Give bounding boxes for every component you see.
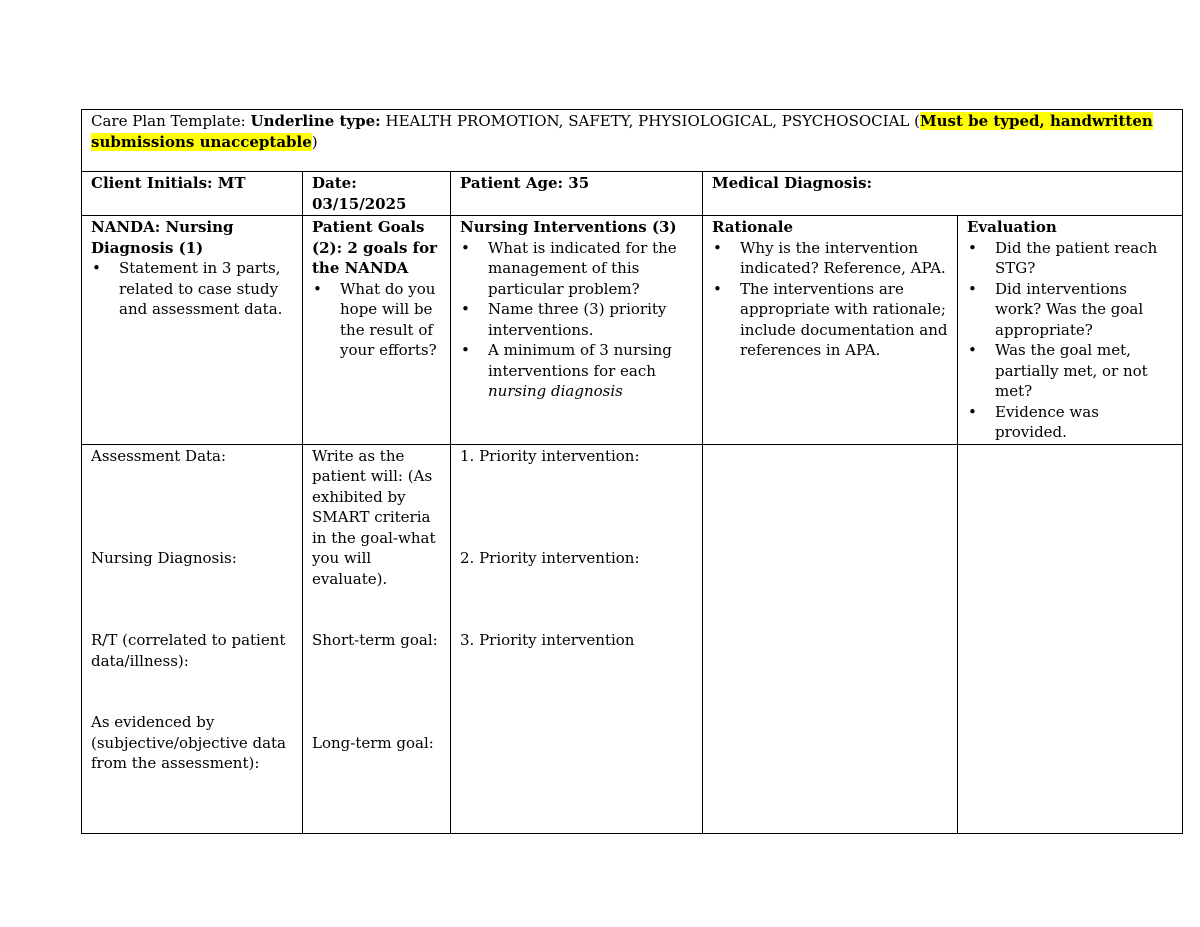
list-item: • Was the goal met, partially met, or not met? [967, 340, 1173, 402]
interventions-header [451, 216, 703, 445]
nanda-header [82, 216, 303, 445]
list-item: • What is indicated for the management of this particular problem? [460, 238, 693, 300]
list-item: • What do you hope will be the result of your efforts? [312, 279, 441, 361]
rationale-header [703, 216, 958, 445]
date-label: Date: [312, 174, 357, 192]
client-initials: Client Initials: MT [82, 172, 303, 216]
interventions-bullets [460, 238, 693, 402]
list-item: • Did interventions work? Was the goal appropriate? [967, 279, 1173, 341]
body-row [82, 444, 1183, 833]
list-item: • Why is the intervention indicated? Reference, APA. [712, 238, 948, 279]
rt-label: R/T (correlated to patient data/illness): [91, 631, 286, 670]
list-item: • Did the patient reach STG? [967, 238, 1173, 279]
header-cell [82, 110, 1183, 172]
rationale-cell [703, 444, 958, 833]
write-as-text: Write as the patient will: (As exhibited by SMART criteria in the goal-what you will evaluate). [312, 446, 436, 588]
patient-age: Patient Age: 35 [451, 172, 703, 216]
assessment-data-label: Assessment Data: [91, 446, 227, 465]
typed-warning: Must be typed, handwritten submissions unacceptable [91, 112, 1153, 151]
evidenced-by-label: As evidenced by (subjective/objective data from the assessment): [91, 713, 286, 772]
date-cell [303, 172, 451, 216]
interventions-title: Nursing Interventions (3) [460, 218, 677, 236]
short-term-goal-label: Short-term goal: [312, 631, 438, 649]
evaluation-bullets [967, 238, 1173, 443]
goals-bullets [312, 279, 441, 361]
type-list: HEALTH PROMOTION, SAFETY, PHYSIOLOGICAL, PSYCHOSOCIAL ( [380, 112, 920, 130]
priority-intervention-1: 1. Priority intervention: [460, 446, 640, 465]
closing-paren: ) [311, 132, 318, 151]
interventions-cell [451, 444, 703, 833]
template-prefix: Care Plan Template: [91, 112, 251, 130]
list-item [460, 340, 693, 402]
date-value: 03/15/2025 [312, 194, 407, 213]
assessment-cell [82, 444, 303, 833]
rationale-bullets [712, 238, 948, 361]
list-item: • Statement in 3 parts, related to case study and assessment data. [91, 258, 293, 320]
nanda-bullets [91, 258, 293, 320]
priority-intervention-3: 3. Priority intervention [460, 631, 635, 649]
evaluation-title: Evaluation [967, 218, 1057, 236]
long-term-goal-label: Long-term goal: [312, 733, 434, 752]
info-row [82, 172, 1183, 216]
list-item: • Name three (3) priority interventions. [460, 299, 693, 340]
list-item-italic: nursing diagnosis [488, 382, 623, 400]
medical-diagnosis: Medical Diagnosis: [703, 172, 1183, 216]
nanda-title: NANDA: Nursing Diagnosis (1) [91, 218, 234, 257]
list-item: • The interventions are appropriate with rationale; include documentation and references in APA. [712, 279, 948, 361]
care-plan-table [81, 109, 1183, 834]
evaluation-cell [958, 444, 1183, 833]
nursing-diagnosis-label: Nursing Diagnosis: [91, 549, 237, 567]
column-header-row [82, 216, 1183, 445]
evaluation-header [958, 216, 1183, 445]
list-item-text: A minimum of 3 nursing interventions for each [488, 341, 672, 380]
goals-title: Patient Goals (2): 2 goals for the NANDA [312, 218, 437, 277]
rationale-title: Rationale [712, 218, 794, 236]
goals-cell [303, 444, 451, 833]
header-row [82, 110, 1183, 172]
priority-intervention-2: 2. Priority intervention: [460, 549, 640, 567]
list-item: • Evidence was provided. [967, 402, 1173, 443]
goals-header [303, 216, 451, 445]
underline-type-label: Underline type: [250, 112, 381, 130]
